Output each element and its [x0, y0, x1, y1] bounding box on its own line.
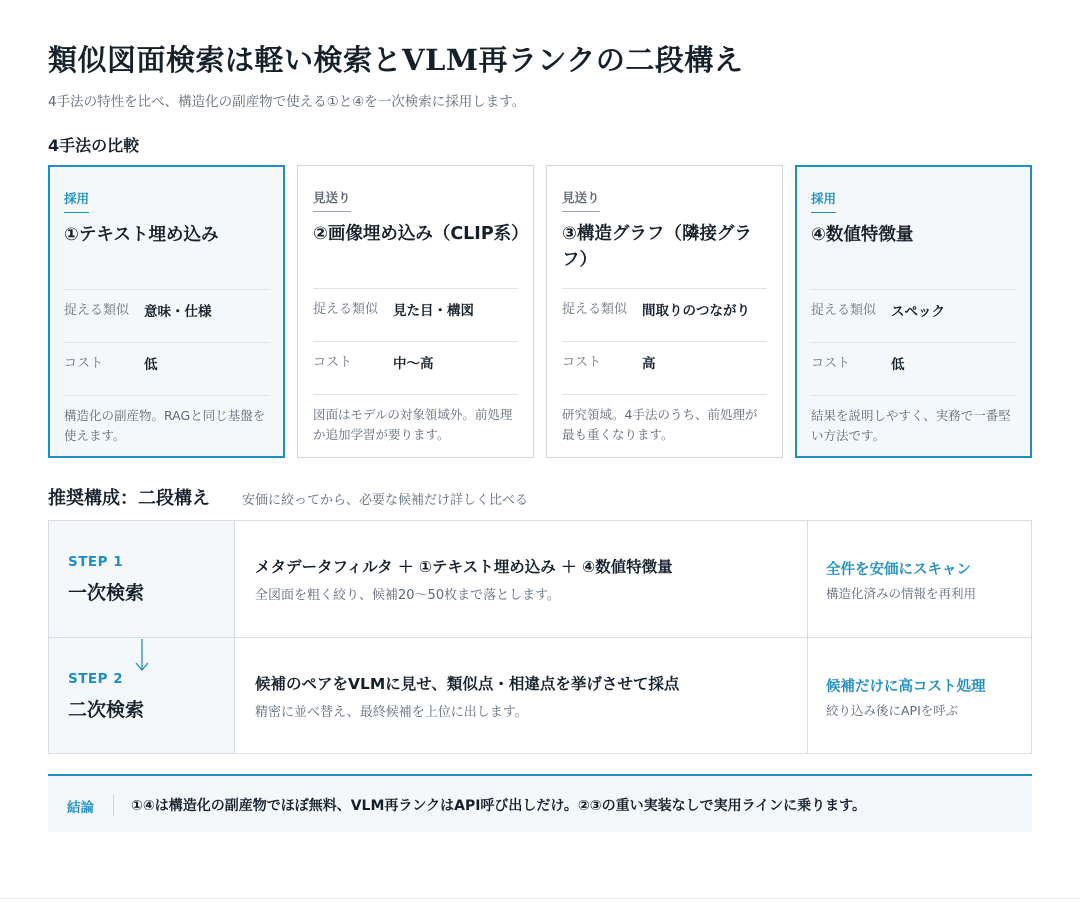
card-row-cost	[64, 342, 269, 395]
step-name: 二次検索	[68, 699, 145, 721]
arrow-down-icon	[134, 638, 150, 672]
row-value: スペック	[891, 304, 945, 320]
card-note: 構造化の副産物。RAGと同じ基盤を使えます。	[64, 395, 269, 446]
card-note: 研究領域。4手法のうち、前処理が最も重くなります。	[562, 394, 767, 445]
row-key: コスト	[562, 355, 602, 370]
card-row-cost	[313, 341, 518, 394]
step-description: 精密に並べ替え、最終候補を上位に出します。	[255, 705, 528, 720]
step-name: 一次検索	[68, 582, 145, 604]
bottom-divider	[0, 898, 1080, 899]
method-card-structure-graph	[546, 165, 783, 458]
step-title: メタデータフィルタ ＋ ①テキスト埋め込み ＋ ④数値特徴量	[255, 558, 673, 576]
step-side-cell	[807, 638, 1031, 753]
step-description: 全図面を粗く絞り、候補20〜50枚まで落とします。	[255, 588, 561, 603]
row-key: 捉える類似	[64, 303, 130, 318]
step-side-description: 絞り込み後にAPIを呼ぶ	[826, 703, 959, 718]
method-card-text-embedding	[48, 165, 285, 458]
row-value: 低	[144, 357, 158, 373]
card-row-similarity	[64, 289, 269, 342]
page-title: 類似図面検索は軽い検索とVLM再ランクの二段構え	[48, 43, 744, 77]
step-number: STEP 1	[68, 554, 124, 570]
conclusion-text: ①④は構造化の副産物でほぼ無料、VLM再ランクはAPI呼び出しだけ。②③の重い実装なしで実用ラインに乗ります。	[131, 798, 867, 814]
method-card-numeric-features	[795, 165, 1032, 458]
comparison-heading: 4手法の比較	[48, 136, 140, 155]
row-value: 中〜高	[393, 356, 434, 372]
step-label-cell	[49, 521, 235, 637]
method-card-image-embedding	[297, 165, 534, 458]
step-side-title: 全件を安価にスキャン	[826, 562, 971, 578]
card-note: 図面はモデルの対象領域外。前処理か追加学習が要ります。	[313, 394, 518, 445]
step-side-description: 構造化済みの情報を再利用	[826, 586, 977, 601]
row-value: 高	[642, 356, 656, 372]
recommended-subheading: 安価に絞ってから、必要な候補だけ詳しく比べる	[242, 493, 529, 508]
row-key: 捉える類似	[313, 302, 379, 317]
row-value: 間取りのつながり	[642, 303, 750, 319]
status-badge: 採用	[64, 189, 89, 213]
row-value: 意味・仕様	[144, 304, 212, 320]
step-row-1	[49, 521, 1031, 637]
card-title: ④数値特徴量	[811, 225, 914, 245]
row-value: 低	[891, 357, 905, 373]
row-key: コスト	[64, 356, 104, 371]
conclusion-divider	[113, 794, 114, 816]
step-table	[48, 520, 1032, 754]
conclusion-label: 結論	[67, 800, 94, 816]
status-badge: 見送り	[313, 188, 351, 212]
method-cards	[48, 165, 1032, 458]
card-row-similarity	[313, 288, 518, 341]
card-note: 結果を説明しやすく、実務で一番堅い方法です。	[811, 395, 1016, 446]
status-badge: 採用	[811, 189, 836, 213]
row-key: 捉える類似	[811, 303, 877, 318]
card-row-cost	[562, 341, 767, 394]
step-side-title: 候補だけに高コスト処理	[826, 679, 986, 695]
step-number: STEP 2	[68, 671, 124, 687]
row-value: 見た目・構図	[393, 303, 474, 319]
card-row-similarity	[811, 289, 1016, 342]
card-title: ②画像埋め込み（CLIP系）	[313, 224, 529, 244]
status-badge: 見送り	[562, 188, 600, 212]
step-side-cell	[807, 521, 1031, 637]
card-row-cost	[811, 342, 1016, 395]
recommended-heading: 推奨構成：二段構え	[48, 488, 210, 509]
card-title: ①テキスト埋め込み	[64, 225, 219, 245]
step-title: 候補のペアをVLMに見せ、類似点・相違点を挙げさせて採点	[255, 675, 680, 693]
row-key: 捉える類似	[562, 302, 628, 317]
step-row-2	[49, 637, 1031, 753]
card-row-similarity	[562, 288, 767, 341]
row-key: コスト	[313, 355, 353, 370]
card-title: ③構造グラフ（隣接グラフ）	[562, 224, 752, 270]
row-key: コスト	[811, 356, 851, 371]
page-subtitle: 4手法の特性を比べ、構造化の副産物で使える①と④を一次検索に採用します。	[48, 94, 526, 110]
conclusion-box	[48, 774, 1032, 832]
